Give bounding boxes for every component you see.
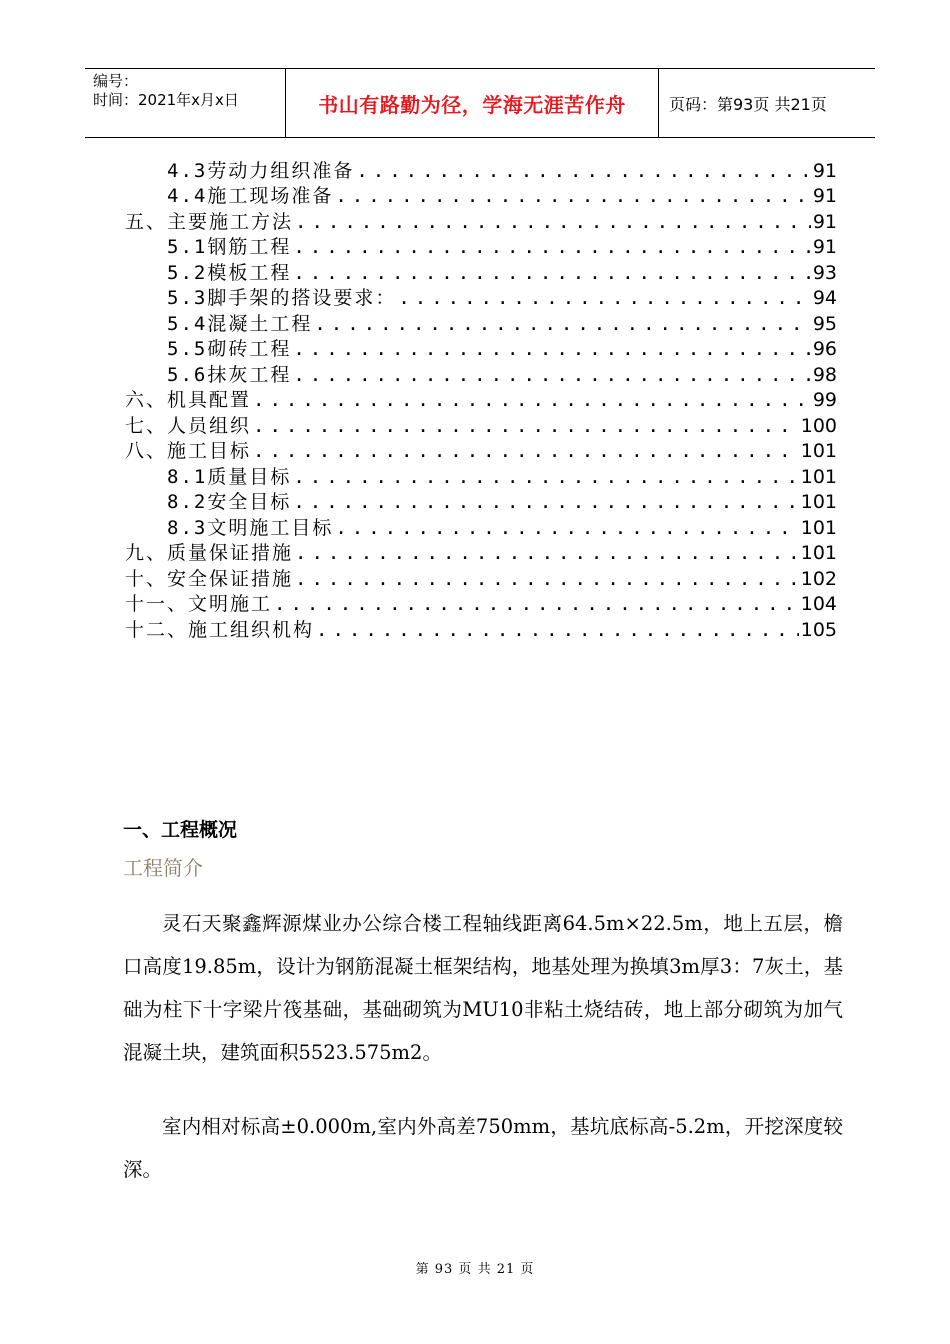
toc-leader-dots — [253, 388, 811, 413]
toc-entry-title: 4.3劳动力组织准备 — [167, 159, 355, 182]
toc-entry-page: 98 — [812, 363, 837, 386]
toc-entry[interactable] — [125, 388, 837, 414]
toc-leader-dots — [293, 337, 810, 362]
toc-leader-dots — [314, 312, 810, 337]
toc-entry-page: 101 — [800, 440, 837, 462]
toc-leader-dots — [274, 592, 799, 617]
toc-entry-title: 8.2安全目标 — [167, 491, 292, 513]
toc-entry[interactable] — [125, 362, 837, 388]
toc-leader-dots — [253, 414, 799, 439]
header-page-info: 页码：第93页 共21页 — [669, 94, 827, 114]
toc-entry-page: 102 — [800, 567, 837, 590]
toc-leader-dots — [293, 363, 810, 388]
toc-entry-page: 99 — [812, 389, 837, 411]
toc-entry-title: 七、人员组织 — [125, 414, 252, 437]
toc-entry[interactable] — [125, 311, 837, 337]
toc-leader-dots — [335, 516, 798, 541]
toc-entry-page: 101 — [800, 542, 837, 564]
toc-entry-page: 101 — [800, 516, 837, 539]
toc-entry-page: 94 — [812, 287, 837, 309]
toc-entry-page: 96 — [812, 338, 837, 360]
toc-entry[interactable] — [125, 337, 837, 363]
toc-entry[interactable] — [125, 541, 837, 567]
header-motto: 书山有路勤为径，学海无涯苦作舟 — [318, 92, 626, 117]
toc-entry-title: 十二、施工组织机构 — [125, 618, 315, 641]
toc-entry-page: 93 — [812, 261, 837, 284]
document-number-label: 编号： — [93, 72, 139, 90]
toc-entry[interactable] — [125, 566, 837, 592]
toc-entry-title: 4.4施工现场准备 — [167, 185, 334, 207]
toc-entry-page: 95 — [812, 312, 837, 335]
toc-entry-title: 8.3文明施工目标 — [167, 516, 334, 539]
toc-entry-title: 八、施工目标 — [125, 440, 252, 462]
table-of-contents — [125, 158, 837, 643]
toc-entry-page: 104 — [800, 593, 837, 615]
toc-entry-title: 5.3脚手架的搭设要求： — [167, 287, 397, 309]
toc-entry-title: 8.1质量目标 — [167, 465, 292, 488]
toc-entry-title: 九、质量保证措施 — [125, 542, 294, 564]
toc-entry[interactable] — [125, 439, 837, 465]
document-time-label: 时间：2021年x月x日 — [93, 91, 239, 109]
toc-entry-page: 91 — [812, 159, 837, 182]
toc-leader-dots — [293, 235, 810, 260]
sub-heading: 工程简介 — [123, 856, 203, 880]
toc-entry-title: 5.6抹灰工程 — [167, 363, 292, 386]
toc-entry-page: 101 — [800, 465, 837, 488]
toc-leader-dots — [295, 541, 799, 566]
toc-entry-page: 100 — [800, 414, 837, 437]
toc-leader-dots — [295, 567, 799, 592]
toc-leader-dots — [293, 465, 798, 490]
toc-entry-title: 五、主要施工方法 — [125, 210, 294, 233]
toc-entry[interactable] — [125, 515, 837, 541]
paragraph-elevation: 室内相对标高±0.000m,室内外高差750mm，基坑底标高-5.2m，开挖深度较深。 — [123, 1115, 843, 1181]
header-meta — [85, 69, 286, 137]
section-heading: 一、工程概况 — [123, 819, 238, 841]
toc-leader-dots — [293, 261, 810, 286]
toc-entry[interactable] — [125, 184, 837, 210]
toc-entry-page: 91 — [812, 236, 837, 258]
toc-entry[interactable] — [125, 286, 837, 312]
toc-entry-page: 101 — [800, 491, 837, 513]
toc-entry-title: 5.4混凝土工程 — [167, 312, 313, 335]
toc-entry-title: 六、机具配置 — [125, 389, 252, 411]
toc-entry-page: 91 — [812, 210, 837, 233]
toc-entry[interactable] — [125, 617, 837, 643]
toc-leader-dots — [295, 210, 811, 235]
toc-entry[interactable] — [125, 592, 837, 618]
page-header — [85, 68, 875, 138]
toc-leader-dots — [335, 184, 810, 209]
toc-entry-title: 5.5砌砖工程 — [167, 338, 292, 360]
toc-leader-dots — [253, 439, 799, 464]
toc-entry-page: 105 — [800, 618, 837, 641]
toc-entry[interactable] — [125, 464, 837, 490]
page-footer: 第 93 页 共 21 页 — [415, 1262, 535, 1277]
toc-entry-title: 5.2模板工程 — [167, 261, 292, 284]
toc-entry-title: 十、安全保证措施 — [125, 567, 294, 590]
toc-leader-dots — [293, 490, 798, 515]
toc-entry-page: 91 — [812, 185, 837, 207]
toc-entry-title: 十一、文明施工 — [125, 593, 273, 615]
toc-entry[interactable] — [125, 209, 837, 235]
toc-entry[interactable] — [125, 490, 837, 516]
toc-entry[interactable] — [125, 235, 837, 261]
toc-leader-dots — [398, 286, 810, 311]
toc-entry[interactable] — [125, 158, 837, 184]
toc-entry[interactable] — [125, 260, 837, 286]
toc-leader-dots — [316, 618, 799, 643]
paragraph-project-overview: 灵石天聚鑫辉源煤业办公综合楼工程轴线距离64.5m×22.5m，地上五层，檐口高度19.85m，设计为钢筋混凝土框架结构，地基处理为换填3m厚3：7灰土，基础为柱下十字梁片筏基础，基础砌筑为MU10非粘土烧结砖，地上部分砌筑为加气混凝土块，建筑面积5523.575m2。 — [123, 912, 843, 1064]
header-motto-cell — [286, 69, 659, 137]
toc-entry[interactable] — [125, 413, 837, 439]
header-page-cell — [659, 69, 875, 137]
toc-entry-title: 5.1钢筋工程 — [167, 236, 292, 258]
toc-leader-dots — [356, 159, 810, 184]
